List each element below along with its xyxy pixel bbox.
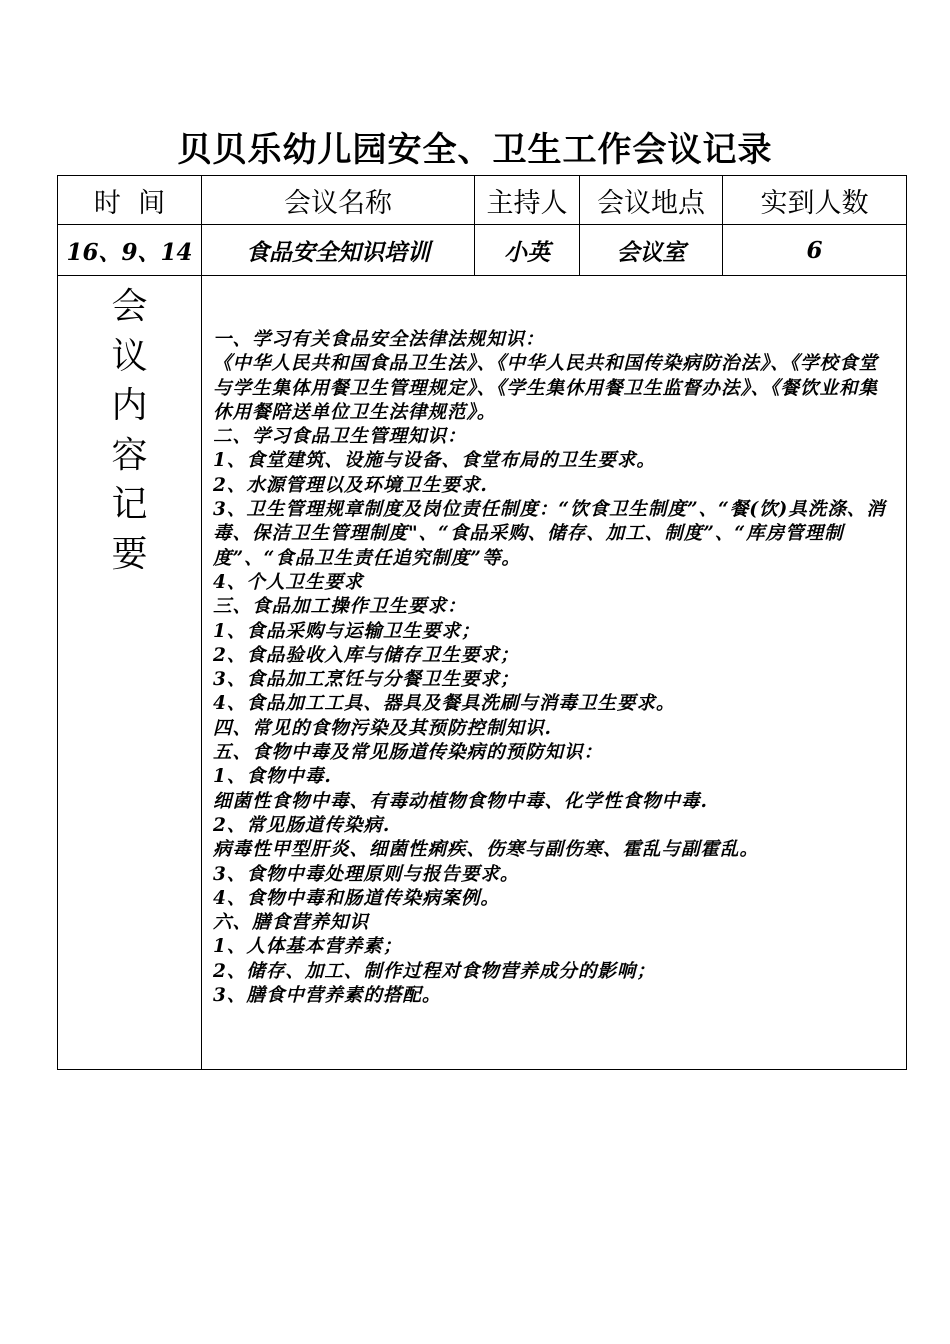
header-host: 主持人 [475,176,580,225]
content-line: 一、学习有关食品安全法律法规知识： [213,329,545,350]
content-line: 五、食物中毒及常见肠道传染病的预防知识： [213,742,604,764]
content-line: 1、食品采购与运输卫生要求； [213,620,481,642]
content-line: 2、常见肠道传染病. [213,814,391,836]
content-line: 3、卫生管理规章制度及岗位责任制度：“饮食卫生制度”、“餐(饮)具洗涤、消毒、保洁卫生管理制度"、“食品采购、储存、加工、制度”、“库房管理制度”、“食品卫生责任追究制度”等。 [213,499,886,569]
content-line: 四、常见的食物污染及其预防控制知识. [213,717,552,739]
content-line: 1、食堂建筑、设施与设备、食堂布局的卫生要求。 [213,450,656,472]
content-line: 三、食品加工操作卫生要求： [213,596,467,618]
content-line: 细菌性食物中毒、有毒动植物食物中毒、化学性食物中毒. [213,790,708,812]
side-label-char: 要 [111,533,148,575]
content-line: 1、人体基本营养素； [213,936,403,958]
side-label-char: 容 [111,434,148,476]
content-line: 六、膳食营养知识 [213,912,370,934]
page-title: 贝贝乐幼儿园安全、卫生工作会议记录 [177,130,773,170]
content-line: 4、食品加工工具、器具及餐具洗刷与消毒卫生要求。 [213,693,676,715]
content-line: 2、储存、加工、制作过程对食物营养成分的影响； [213,960,656,982]
content-side-label [58,276,202,1070]
meeting-place: 会议室 [580,225,723,276]
content-row [58,276,907,1070]
meeting-info-row [58,225,907,276]
meeting-host: 小英 [475,225,580,276]
meeting-attendance: 6 [723,225,907,276]
content-line: 2、食品验收入库与储存卫生要求； [213,644,520,666]
meeting-name: 食品安全知识培训 [202,225,475,276]
meeting-content-body [202,276,906,1008]
side-label-char: 议 [111,335,148,377]
content-line: 4、食物中毒和肠道传染病案例。 [213,887,500,909]
content-line: 1、食物中毒. [213,766,332,788]
header-meeting-name: 会议名称 [202,176,475,225]
side-label-char: 记 [111,484,148,525]
header-attendance: 实到人数 [723,176,907,225]
meeting-content [202,276,907,1070]
meeting-time: 16、9、14 [58,225,202,276]
content-line: 3、食品加工烹饪与分餐卫生要求； [213,669,520,691]
content-line: 二、学习食品卫生管理知识： [213,426,467,448]
side-label-char: 内 [111,385,148,426]
content-line: 3、膳食中营养素的搭配。 [213,985,442,1007]
header-row [58,176,907,225]
content-line: 《中华人民共和国食品卫生法》、《中华人民共和国传染病防治法》、《学校食堂与学生集体用餐卫生管理规定》、《学生集休用餐卫生监督办法》、《餐饮业和集休用餐陪送单位卫生法律规范》。 [213,353,879,423]
side-label-text [58,282,201,579]
content-line: 3、食物中毒处理原则与报告要求。 [213,863,520,885]
side-label-char: 会 [111,286,148,327]
meeting-record-table [57,175,907,1070]
content-line: 2、水源管理以及环境卫生要求. [213,474,488,496]
header-place: 会议地点 [580,176,723,225]
content-line: 4、个人卫生要求 [213,571,364,593]
content-line: 病毒性甲型肝炎、细菌性痢疾、伤寒与副伤寒、霍乱与副霍乱。 [213,839,760,861]
header-time: 时 间 [58,176,202,225]
